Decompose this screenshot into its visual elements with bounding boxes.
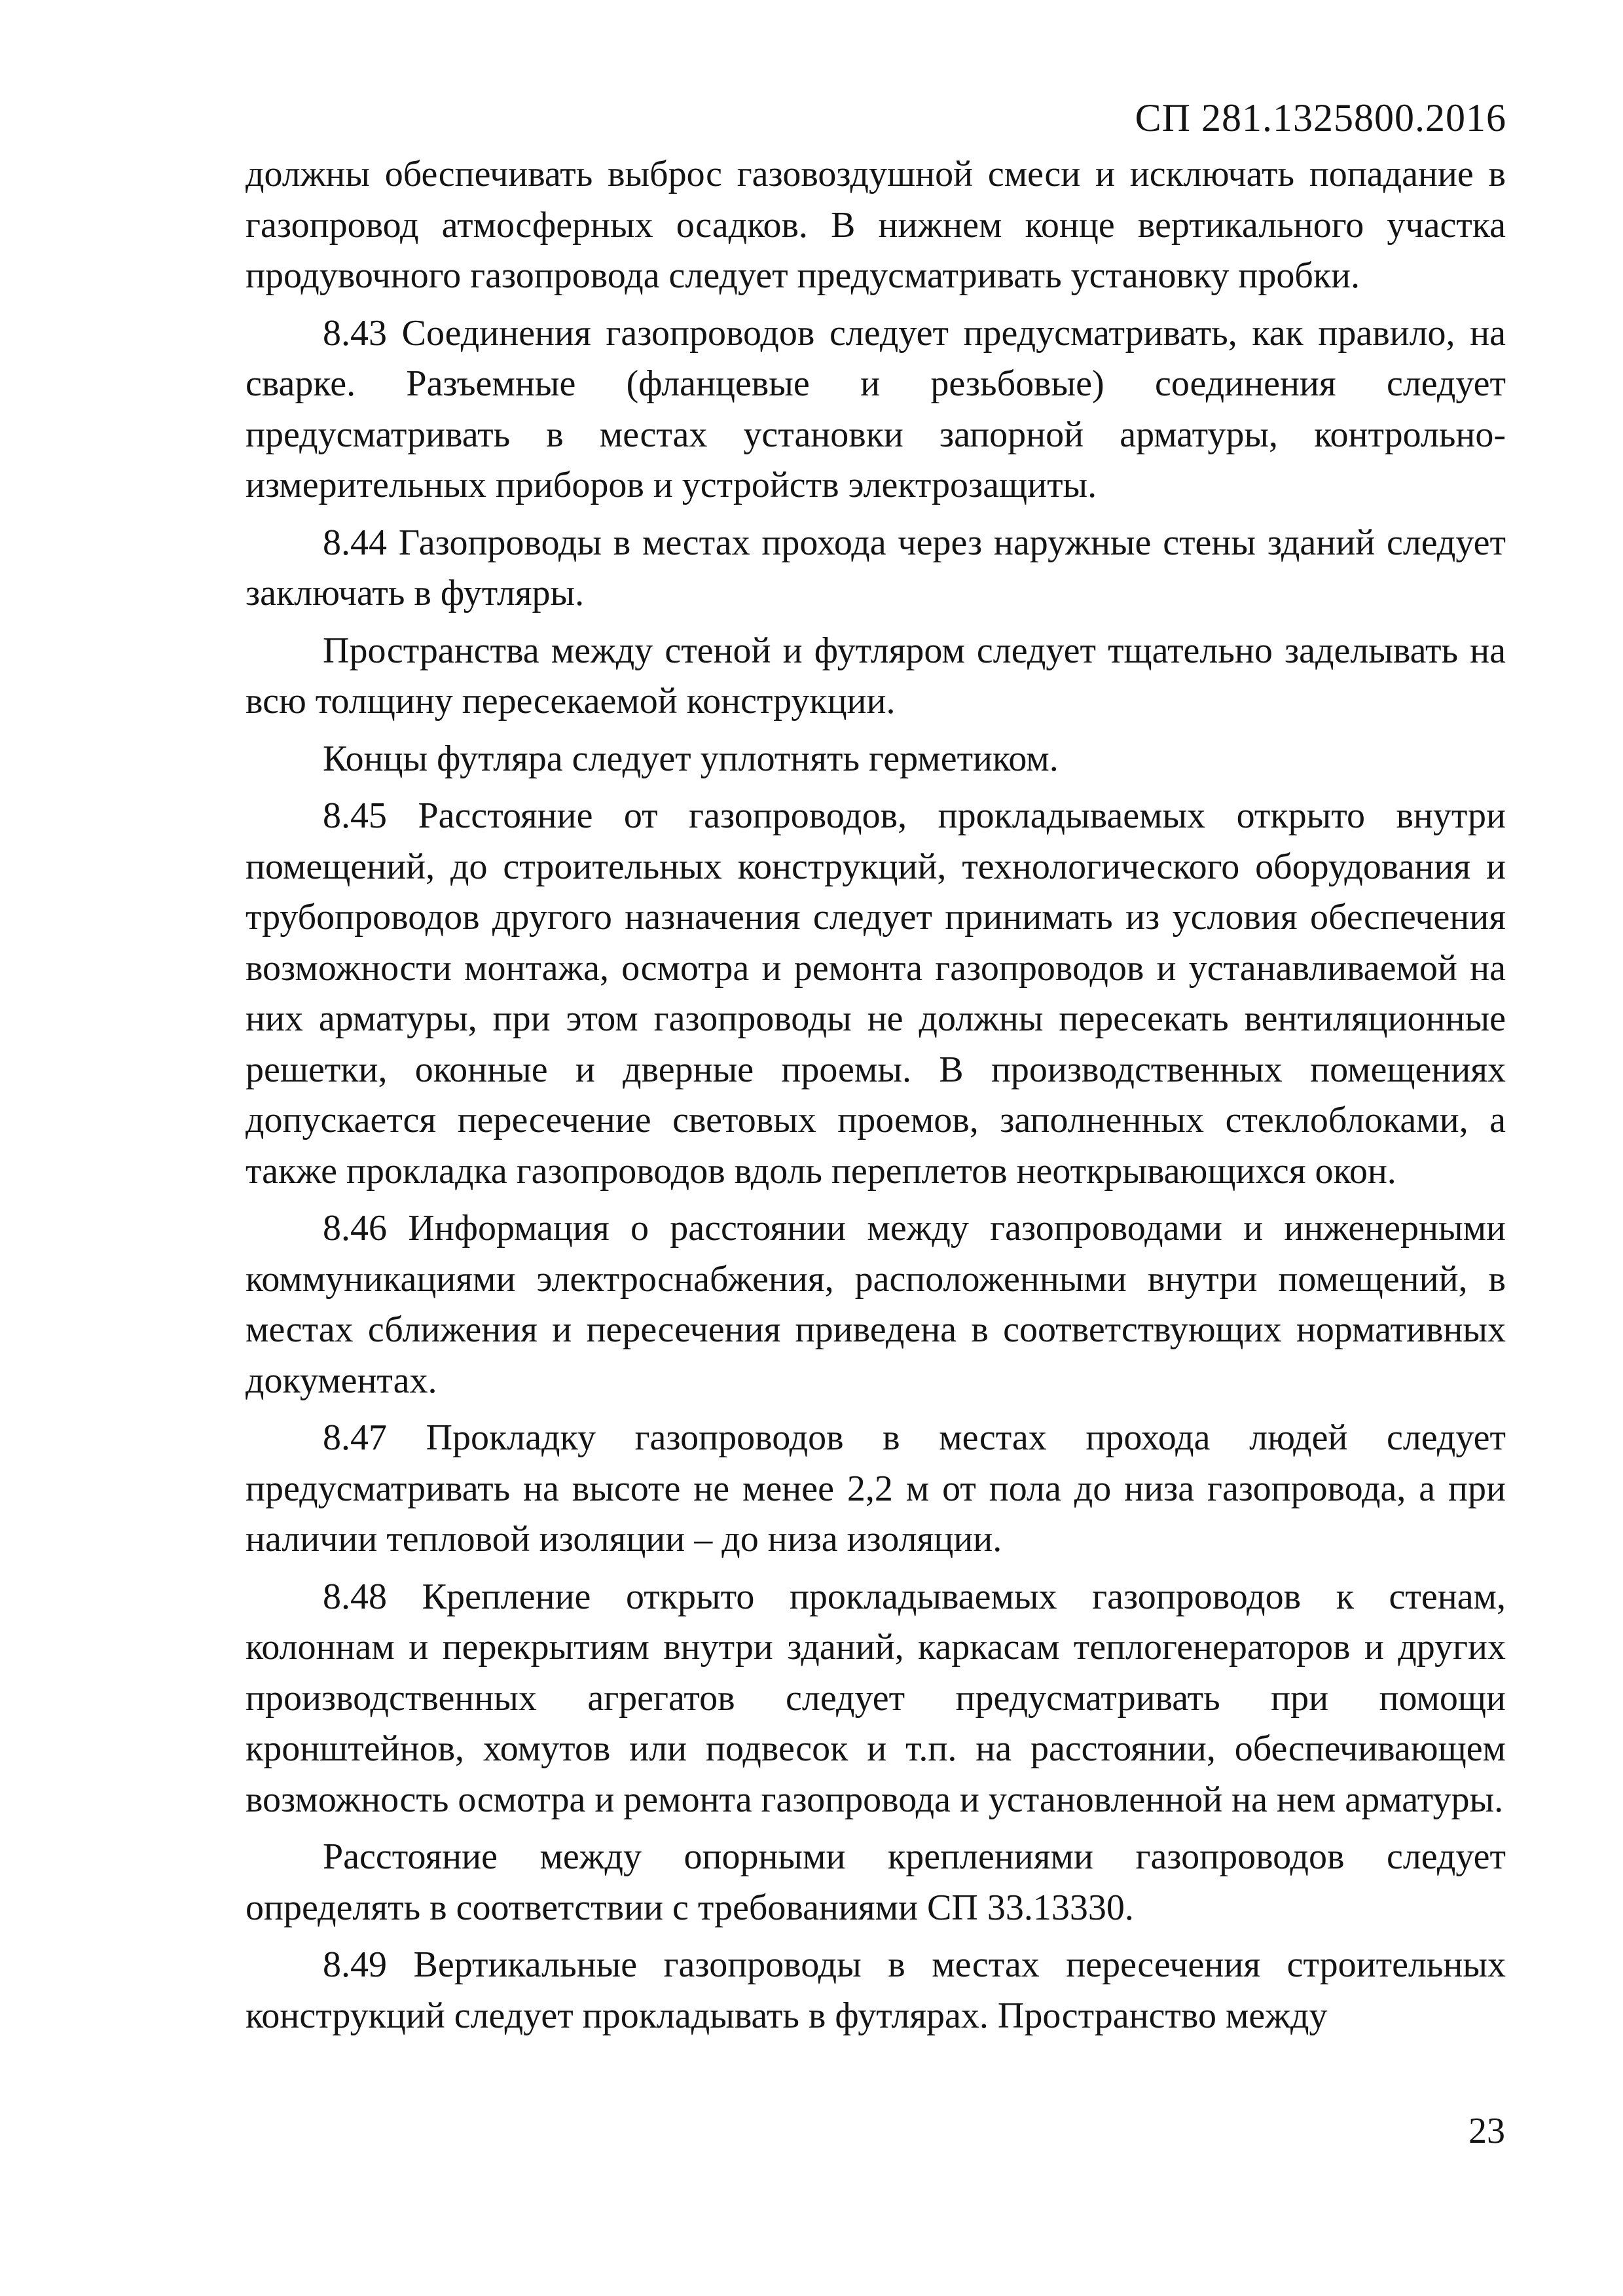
paragraph-case-space: Пространства между стеной и футляром следует тщательно заделывать на всю толщину пересекаемой конструкции.	[246, 630, 1506, 721]
body-text	[246, 149, 1506, 2041]
paragraph-8-48: 8.48 Крепление открыто прокладываемых газопроводов к стенам, колоннам и перекрытиям внутри зданий, каркасам теплогенераторов и других производственных агрегатов следует предусматривать при помощи кронштейнов, хомутов или подвесок и т.п. на расстоянии, обеспечивающем возможность осмотра и ремонта газопровода и установленной на нем арматуры.	[246, 1576, 1506, 1820]
document-code-header: СП 281.1325800.2016	[1135, 96, 1506, 139]
paragraph-continuation: должны обеспечивать выброс газовоздушной смеси и исключать попадание в газопровод атмосферных осадков. В нижнем конце вертикального участка продувочного газопровода следует предусматривать установку пробки.	[246, 154, 1506, 296]
paragraph-8-49: 8.49 Вертикальные газопроводы в местах пересечения строительных конструкций следует прокладывать в футлярах. Пространство между	[246, 1944, 1506, 2036]
paragraph-8-44: 8.44 Газопроводы в местах прохода через наружные стены зданий следует заключать в футляры.	[246, 522, 1506, 613]
paragraph-8-46: 8.46 Информация о расстоянии между газопроводами и инженерными коммуникациями электроснабжения, расположенными внутри помещений, в местах сближения и пересечения приведена в соответствующих нормативных документах.	[246, 1208, 1506, 1401]
paragraph-8-43: 8.43 Соединения газопроводов следует предусматривать, как правило, на сварке. Разъемные (фланцевые и резьбовые) соединения следует предусматривать в местах установки запорной арматуры, контрольно-измерительных приборов и устройств электрозащиты.	[246, 312, 1506, 505]
paragraph-support-distance: Расстояние между опорными креплениями газопроводов следует определять в соответствии с требованиями СП 33.13330.	[246, 1836, 1506, 1928]
paragraph-case-ends: Концы футляра следует уплотнять герметиком.	[323, 738, 1059, 779]
paragraph-8-45: 8.45 Расстояние от газопроводов, прокладываемых открыто внутри помещений, до строительных конструкций, технологического оборудования и трубопроводов другого назначения следует принимать из условия обеспечения возможности монтажа, осмотра и ремонта газопроводов и устанавливаемой на них арматуры, при этом газопроводы не должны пересекать вентиляционные решетки, оконные и дверные проемы. В производственных помещениях допускается пересечение световых проемов, заполненных стеклоблоками, а также прокладка газопроводов вдоль переплетов неоткрывающихся окон.	[246, 795, 1506, 1192]
page-number: 23	[1468, 2111, 1505, 2151]
paragraph-8-47: 8.47 Прокладку газопроводов в местах прохода людей следует предусматривать на высоте не менее 2,2 м от пола до низа газопровода, а при наличии тепловой изоляции – до низа изоляции.	[246, 1417, 1506, 1559]
